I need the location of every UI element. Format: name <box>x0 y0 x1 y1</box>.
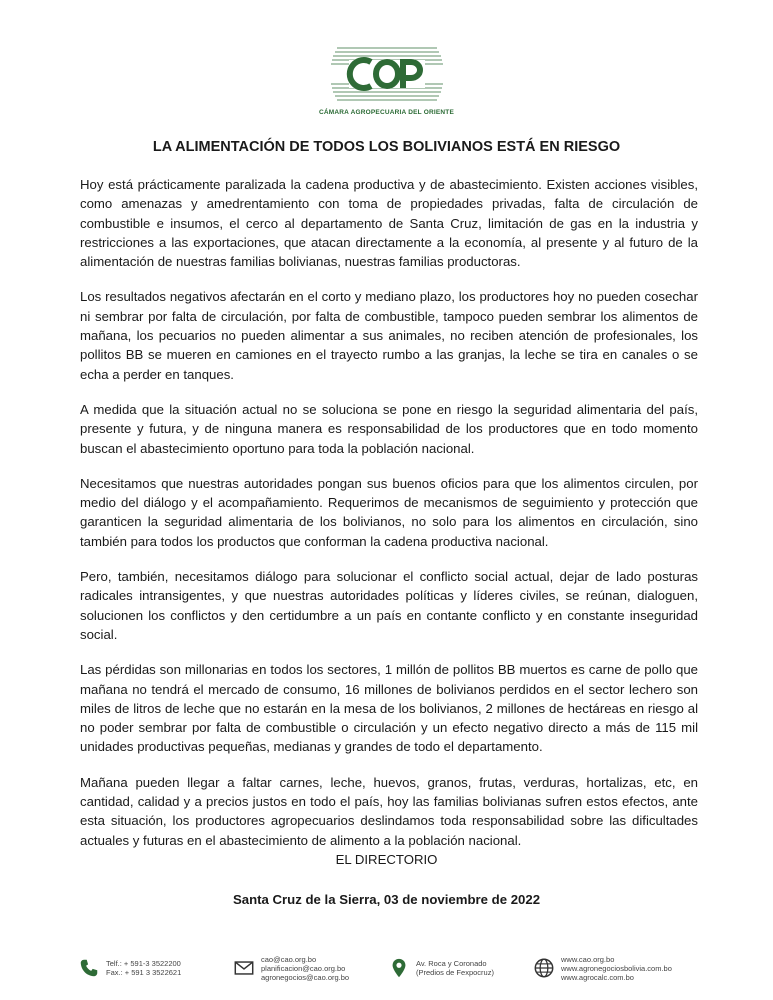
footer-email-line[interactable]: agronegocios@cao.org.bo <box>261 972 350 982</box>
envelope-icon <box>233 957 255 979</box>
document-title: LA ALIMENTACIÓN DE TODOS LOS BOLIVIANOS ESTÁ EN RIESGO <box>152 139 621 155</box>
document-body <box>80 175 698 866</box>
location-pin-icon <box>388 957 410 979</box>
paragraph: Los resultados negativos afectarán en el corto y mediano plazo, los productores hoy no pueden cosechar ni sembrar por falta de circulación, por falta de combustible, tampoco pueden sembrar los alimentos de mañana, los pecuarios no pueden alimentar a sus animales, no reciben atención de profesionales, los pollitos BB se mueren en camiones en el trayecto rumbo a las granjas, la leche se tira en canales o se echa a perder en tanques. <box>80 289 698 382</box>
paragraph: Las pérdidas son millonarias en todos los sectores, 1 millón de pollitos BB muertos es carne de pollo que mañana no tendrá el mercado de consumo, 16 millones de bolivianos perdidos en el sector lechero son miles de litros de leche que no estarán en la mesa de los bolivianos, 2 millones de hectáreas en riesgo al no poder sembrar por falta de combustible o circulación y un efecto negativo directo a más de 115 mil unidades productivas pequeñas, medianas y grandes de todo el departamento. <box>80 662 698 755</box>
footer-address <box>388 950 494 986</box>
org-name: CÁMARA AGROPECUARIA DEL ORIENTE <box>318 109 454 116</box>
signatory: EL DIRECTORIO <box>335 852 438 867</box>
footer-fax-line: Fax.: + 591 3 3522621 <box>106 968 182 977</box>
footer-phone <box>78 950 181 986</box>
place-and-date: Santa Cruz de la Sierra, 03 de noviembre de 2022 <box>232 892 541 907</box>
footer-web-link[interactable]: www.cao.org.bo <box>561 954 615 964</box>
footer-address-line: (Predios de Fexpocruz) <box>416 968 494 977</box>
globe-icon <box>533 957 555 979</box>
footer-phone-line: Telf.: + 591-3 3522200 <box>106 959 181 968</box>
footer-email-line[interactable]: cao@cao.org.bo <box>261 954 317 964</box>
footer <box>78 950 718 986</box>
paragraph: Necesitamos que nuestras autoridades pongan sus buenos oficios para que los alimentos circulen, por medio del diálogo y el acompañamiento. Requerimos de mecanismos de seguimiento y protección que garanticen la seguridad alimentaria de los bolivianos, no solo para los alimentos en circulación, sino también para todos los productos que conforman la cadena productiva nacional. <box>80 475 698 549</box>
footer-email-line[interactable]: planificacion@cao.org.bo <box>261 963 346 973</box>
letterhead <box>0 40 773 116</box>
paragraph: Hoy está prácticamente paralizada la cadena productiva y de abastecimiento. Existen acciones visibles, como amenazas y amedrentamiento con toma de propiedades privadas, falta de circulación de combustible e insumos, el cerco al departamento de Santa Cruz, limitación de gas en la industria y restricciones a las exportaciones, que atacan directamente a la economía, al presente y al futuro de la alimentación de nuestras familias bolivianas, nuestras familias productoras. <box>80 177 698 270</box>
paragraph: Pero, también, necesitamos diálogo para solucionar el conflicto social actual, dejar de lado posturas radicales intransigentes, y que nuestras autoridades políticas y líderes civiles, se reúnan, dialoguen, solucionen los conflictos y den certidumbre a un país en contante conflicto y en constante inseguridad social. <box>80 569 698 642</box>
footer-web-link[interactable]: www.agronegociosbolivia.com.bo <box>561 963 672 973</box>
footer-email <box>233 950 349 986</box>
footer-web-link[interactable]: www.agrocalc.com.bo <box>561 972 634 982</box>
paragraph: A medida que la situación actual no se soluciona se pone en riesgo la seguridad alimentaria del país, presente y futura, y de ninguna manera es responsabilidad de los productores que en todo momento buscan el abastecimiento oportuno para toda la población nacional. <box>80 401 698 456</box>
phone-icon <box>78 957 100 979</box>
footer-address-line: Av. Roca y Coronado <box>416 959 487 968</box>
paragraph: Mañana pueden llegar a faltar carnes, leche, huevos, granos, frutas, verduras, hortalizas, etc, en cantidad, calidad y a precios justos en todo el país, hoy las familias bolivianas sufren estos efectos, ante esta situación, los productores agropecuarios deslindamos toda responsabilidad sobre las dificultades actuales y futuras en el abastecimiento de alimento a la población nacional. <box>80 774 698 848</box>
cao-logo <box>331 40 443 106</box>
footer-web <box>533 950 672 986</box>
